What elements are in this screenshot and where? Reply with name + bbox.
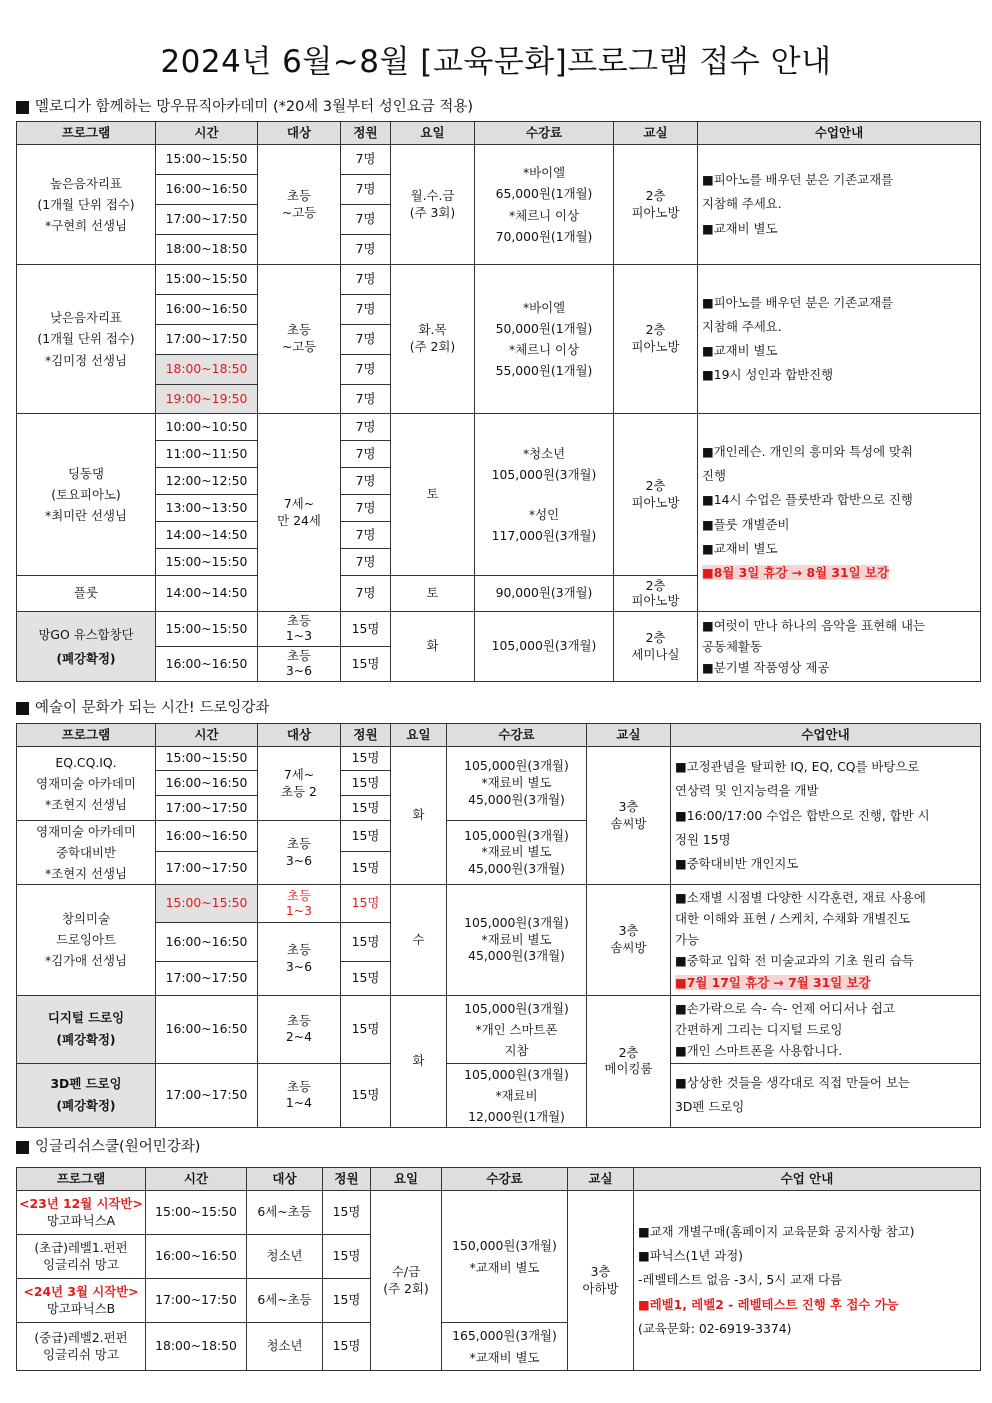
program-cell-closed: 3D펜 드로잉 (폐강확정) — [17, 1063, 156, 1127]
program-cell: 창의미술 드로잉아트 *김가애 선생님 — [17, 885, 156, 995]
time-cell: 15:00~15:50 — [156, 265, 258, 295]
header-day: 요일 — [391, 122, 475, 145]
capacity-cell: 7명 — [341, 295, 391, 325]
time-cell-highlighted: 19:00~19:50 — [156, 385, 258, 414]
time-cell: 16:00~16:50 — [146, 1235, 247, 1279]
fee-cell: 105,000원(3개월) *재료비 별도 45,000원(3개월) — [447, 885, 587, 995]
square-bullet-icon — [16, 702, 29, 715]
program-cell: 플룻 — [17, 576, 156, 612]
header-room: 교실 — [614, 122, 698, 145]
time-cell-highlighted: 18:00~18:50 — [156, 355, 258, 385]
time-cell: 16:00~16:50 — [156, 821, 258, 852]
capacity-cell: 7명 — [341, 549, 391, 576]
time-cell: 11:00~11:50 — [156, 441, 258, 468]
table-row — [17, 1191, 981, 1235]
header-target: 대상 — [258, 122, 341, 145]
header-fee: 수강료 — [475, 122, 614, 145]
notes-cell: ■여럿이 만나 하나의 음악을 표현해 내는 공동체활동 ■분기별 작품영상 제공 — [698, 612, 981, 682]
day-cell: 화.목 (주 2회) — [391, 265, 475, 414]
time-cell: 16:00~16:50 — [156, 995, 258, 1063]
fee-cell: 105,000원(3개월) — [475, 612, 614, 682]
time-cell: 15:00~15:50 — [156, 747, 258, 771]
section-drawing-title: 예술이 문화가 되는 시간! 드로잉강좌 — [35, 700, 270, 716]
fee-cell: *바이엘 50,000원(1개월) *체르니 이상 55,000원(1개월) — [475, 265, 614, 414]
time-cell: 16:00~16:50 — [156, 923, 258, 961]
time-cell: 17:00~17:50 — [156, 961, 258, 995]
header-target: 대상 — [258, 724, 341, 747]
section-drawing-heading — [16, 699, 269, 719]
target-cell-highlighted: 초등 1~3 — [258, 885, 341, 923]
capacity-cell: 7명 — [341, 205, 391, 235]
header-time: 시간 — [146, 1168, 247, 1191]
header-capacity: 정원 — [323, 1168, 371, 1191]
notes-cell: ■손가락으로 슥- 슥- 언제 어디서나 쉽고 간편하게 그리는 디지털 드로잉 ■개인 스마트폰을 사용합니다. — [671, 995, 981, 1063]
header-day: 요일 — [391, 724, 447, 747]
day-cell: 화 — [391, 612, 475, 682]
table-row — [17, 1063, 981, 1127]
header-day: 요일 — [371, 1168, 442, 1191]
capacity-cell: 15명 — [341, 771, 391, 796]
program-cell: 영재미술 아카데미 중학대비반 *조현지 선생님 — [17, 821, 156, 885]
music-program-table — [16, 121, 981, 682]
header-fee: 수강료 — [442, 1168, 568, 1191]
time-cell: 16:00~16:50 — [156, 647, 258, 682]
fee-cell: 150,000원(3개월) *교재비 별도 — [442, 1191, 568, 1323]
target-cell: 초등 ~고등 — [258, 265, 341, 414]
program-cell-closed: 망GO 유스합창단 (폐강확정) — [17, 612, 156, 682]
target-cell: 청소년 — [247, 1235, 323, 1279]
header-room: 교실 — [587, 724, 671, 747]
page-title: 2024년 6월~8월 [교육문화]프로그램 접수 안내 — [160, 44, 832, 80]
capacity-cell: 15명 — [323, 1191, 371, 1235]
target-cell: 초등 2~4 — [258, 995, 341, 1063]
capacity-cell: 7명 — [341, 265, 391, 295]
target-cell: 6세~초등 — [247, 1279, 323, 1323]
fee-cell: 90,000원(3개월) — [475, 576, 614, 612]
header-program: 프로그램 — [17, 122, 156, 145]
program-cell: 딩동댕 (토요피아노) *최미란 선생님 — [17, 414, 156, 576]
capacity-cell: 7명 — [341, 235, 391, 265]
program-cell: <24년 3월 시작반> 망고파닉스B — [17, 1279, 146, 1323]
time-cell: 15:00~15:50 — [156, 145, 258, 175]
time-cell: 17:00~17:50 — [156, 796, 258, 821]
target-cell: 초등 1~3 — [258, 612, 341, 647]
program-cell: <23년 12월 시작반> 망고파닉스A — [17, 1191, 146, 1235]
notes-cell: ■개인레슨. 개인의 흥미와 특성에 맞춰 진행 ■14시 수업은 플룻반과 합반으로 진행 ■플룻 개별준비 ■교재비 별도 ■8월 3일 휴강 → 8월 31일 보강 — [698, 414, 981, 612]
room-cell: 3층 솜씨방 — [587, 885, 671, 995]
english-program-table — [16, 1167, 981, 1371]
time-cell: 17:00~17:50 — [156, 1063, 258, 1127]
time-cell: 12:00~12:50 — [156, 468, 258, 495]
room-cell: 2층 메이킹룸 — [587, 995, 671, 1127]
target-cell: 초등 3~6 — [258, 923, 341, 995]
header-notes: 수업 안내 — [634, 1168, 981, 1191]
room-cell: 2층 피아노방 — [614, 414, 698, 576]
fee-cell: 105,000원(3개월) *개인 스마트폰 지참 — [447, 995, 587, 1063]
capacity-cell: 7명 — [341, 385, 391, 414]
notes-cell: ■피아노를 배우던 분은 기존교재를 지참해 주세요. ■교재비 별도 — [698, 145, 981, 265]
table-header-row — [17, 122, 981, 145]
capacity-cell: 7명 — [341, 414, 391, 441]
table-header-row — [17, 1168, 981, 1191]
time-cell: 16:00~16:50 — [156, 295, 258, 325]
capacity-cell: 7명 — [341, 355, 391, 385]
room-cell: 2층 세미나실 — [614, 612, 698, 682]
capacity-cell: 15명 — [341, 612, 391, 647]
fee-cell: 105,000원(3개월) *재료비 별도 45,000원(3개월) — [447, 747, 587, 821]
target-cell: 청소년 — [247, 1323, 323, 1371]
notice-level-test: ■레벨1, 레벨2 - 레벨테스트 진행 후 접수 가능 — [638, 1296, 899, 1312]
program-cell: (초급)레벨1.펀펀 잉글리쉬 망고 — [17, 1235, 146, 1279]
table-row — [17, 265, 981, 295]
program-cell: (중급)레벨2.펀펀 잉글리쉬 망고 — [17, 1323, 146, 1371]
section-music-title: 멜로디가 함께하는 망우뮤직아카데미 (*20세 3월부터 성인요금 적용) — [35, 99, 474, 115]
capacity-cell-highlighted: 15명 — [341, 885, 391, 923]
square-bullet-icon — [16, 101, 29, 114]
header-program: 프로그램 — [17, 724, 156, 747]
day-cell: 월.수.금 (주 3회) — [391, 145, 475, 265]
capacity-cell: 7명 — [341, 468, 391, 495]
capacity-cell: 15명 — [341, 821, 391, 852]
notice-holiday: ■7월 17일 휴강 → 7월 31일 보강 — [675, 974, 871, 990]
capacity-cell: 15명 — [341, 1063, 391, 1127]
target-cell: 7세~ 만 24세 — [258, 414, 341, 612]
table-header-row — [17, 724, 981, 747]
time-cell: 17:00~17:50 — [146, 1279, 247, 1323]
header-notes: 수업안내 — [698, 122, 981, 145]
contact-phone: (교육문화: 02-6919-3374) — [638, 1320, 792, 1336]
square-bullet-icon — [16, 1141, 29, 1154]
capacity-cell: 7명 — [341, 441, 391, 468]
capacity-cell: 15명 — [341, 647, 391, 682]
capacity-cell: 7명 — [341, 325, 391, 355]
section-music-heading — [16, 98, 473, 118]
time-cell: 17:00~17:50 — [156, 325, 258, 355]
time-cell: 14:00~14:50 — [156, 522, 258, 549]
capacity-cell: 7명 — [341, 145, 391, 175]
program-cell-closed: 디지털 드로잉 (폐강확정) — [17, 995, 156, 1063]
capacity-cell: 15명 — [341, 923, 391, 961]
notes-cell: ■교재 개별구매(홈페이지 교육문화 공지사항 참고) ■파닉스(1년 과정) -레벨테스트 없음 -3시, 5시 교재 다름 ■레벨1, 레벨2 - 레벨테스트 진행 후 접수 가능 (교육문화: 02-6919-3374) — [634, 1191, 981, 1371]
table-row — [17, 612, 981, 647]
time-cell: 17:00~17:50 — [156, 852, 258, 885]
room-cell: 2층 피아노방 — [614, 265, 698, 414]
program-cell: 높은음자리표 (1개월 단위 접수) *구현희 선생님 — [17, 145, 156, 265]
day-cell: 토 — [391, 576, 475, 612]
header-capacity: 정원 — [341, 122, 391, 145]
header-program: 프로그램 — [17, 1168, 146, 1191]
section-english-heading — [16, 1138, 200, 1158]
capacity-cell: 7명 — [341, 175, 391, 205]
program-cell: EQ.CQ.IQ. 영재미술 아카데미 *조현지 선생님 — [17, 747, 156, 821]
day-cell: 수/금 (주 2회) — [371, 1191, 442, 1371]
capacity-cell: 15명 — [323, 1323, 371, 1371]
notes-cell: ■소재별 시점별 다양한 시각훈련, 재료 사용에 대한 이해와 표현 / 스케치, 수채화 개별진도 가능 ■중학교 입학 전 미술교과의 기초 원리 습득 ■7월 17일 휴강 → 7월 31일 보강 — [671, 885, 981, 995]
fee-cell: *바이엘 65,000원(1개월) *체르니 이상 70,000원(1개월) — [475, 145, 614, 265]
time-cell: 16:00~16:50 — [156, 175, 258, 205]
header-capacity: 정원 — [341, 724, 391, 747]
room-cell: 3층 아하방 — [568, 1191, 634, 1371]
fee-cell: 105,000원(3개월) *재료비 별도 45,000원(3개월) — [447, 821, 587, 885]
target-cell: 초등 3~6 — [258, 821, 341, 885]
header-fee: 수강료 — [447, 724, 587, 747]
target-cell: 초등 1~4 — [258, 1063, 341, 1127]
table-row — [17, 145, 981, 175]
room-cell: 3층 솜씨방 — [587, 747, 671, 885]
capacity-cell: 15명 — [323, 1279, 371, 1323]
table-row — [17, 414, 981, 441]
fee-cell: 105,000원(3개월) *재료비 12,000원(1개월) — [447, 1063, 587, 1127]
target-cell: 초등 ~고등 — [258, 145, 341, 265]
table-row — [17, 995, 981, 1063]
capacity-cell: 15명 — [341, 961, 391, 995]
day-cell: 토 — [391, 414, 475, 576]
day-cell: 수 — [391, 885, 447, 995]
capacity-cell: 15명 — [341, 747, 391, 771]
time-cell: 14:00~14:50 — [156, 576, 258, 612]
program-cell: 낮은음자리표 (1개월 단위 접수) *김미정 선생님 — [17, 265, 156, 414]
header-time: 시간 — [156, 122, 258, 145]
target-cell: 초등 3~6 — [258, 647, 341, 682]
notes-cell: ■피아노를 배우던 분은 기존교재를 지참해 주세요. ■교재비 별도 ■19시 성인과 합반진행 — [698, 265, 981, 414]
capacity-cell: 15명 — [323, 1235, 371, 1279]
capacity-cell: 7명 — [341, 495, 391, 522]
header-time: 시간 — [156, 724, 258, 747]
header-notes: 수업안내 — [671, 724, 981, 747]
notice-holiday: ■8월 3일 휴강 → 8월 31일 보강 — [702, 564, 889, 580]
time-cell: 10:00~10:50 — [156, 414, 258, 441]
time-cell: 17:00~17:50 — [156, 205, 258, 235]
day-cell: 화 — [391, 995, 447, 1127]
time-cell: 13:00~13:50 — [156, 495, 258, 522]
capacity-cell: 7명 — [341, 576, 391, 612]
header-room: 교실 — [568, 1168, 634, 1191]
fee-cell: *청소년 105,000원(3개월) *성인 117,000원(3개월) — [475, 414, 614, 576]
time-cell: 15:00~15:50 — [146, 1191, 247, 1235]
time-cell-highlighted: 15:00~15:50 — [156, 885, 258, 923]
header-target: 대상 — [247, 1168, 323, 1191]
table-row — [17, 747, 981, 771]
room-cell: 2층 피아노방 — [614, 145, 698, 265]
table-row — [17, 885, 981, 923]
drawing-program-table — [16, 723, 981, 1128]
room-cell: 2층 피아노방 — [614, 576, 698, 612]
time-cell: 18:00~18:50 — [146, 1323, 247, 1371]
fee-cell: 165,000원(3개월) *교재비 별도 — [442, 1323, 568, 1371]
notes-cell: ■고정관념을 탈피한 IQ, EQ, CQ를 바탕으로 연상력 및 인지능력을 개발 ■16:00/17:00 수업은 합반으로 진행, 합반 시 정원 15명 ■중학대비반 개인지도 — [671, 747, 981, 885]
time-cell: 15:00~15:50 — [156, 549, 258, 576]
time-cell: 16:00~16:50 — [156, 771, 258, 796]
notes-cell: ■상상한 것들을 생각대로 직접 만들어 보는 3D펜 드로잉 — [671, 1063, 981, 1127]
capacity-cell: 15명 — [341, 796, 391, 821]
target-cell: 7세~ 초등 2 — [258, 747, 341, 821]
target-cell: 6세~초등 — [247, 1191, 323, 1235]
capacity-cell: 15명 — [341, 995, 391, 1063]
day-cell: 화 — [391, 747, 447, 885]
capacity-cell: 7명 — [341, 522, 391, 549]
time-cell: 15:00~15:50 — [156, 612, 258, 647]
section-english-title: 잉글리쉬스쿨(원어민강좌) — [35, 1139, 201, 1155]
time-cell: 18:00~18:50 — [156, 235, 258, 265]
capacity-cell: 15명 — [341, 852, 391, 885]
